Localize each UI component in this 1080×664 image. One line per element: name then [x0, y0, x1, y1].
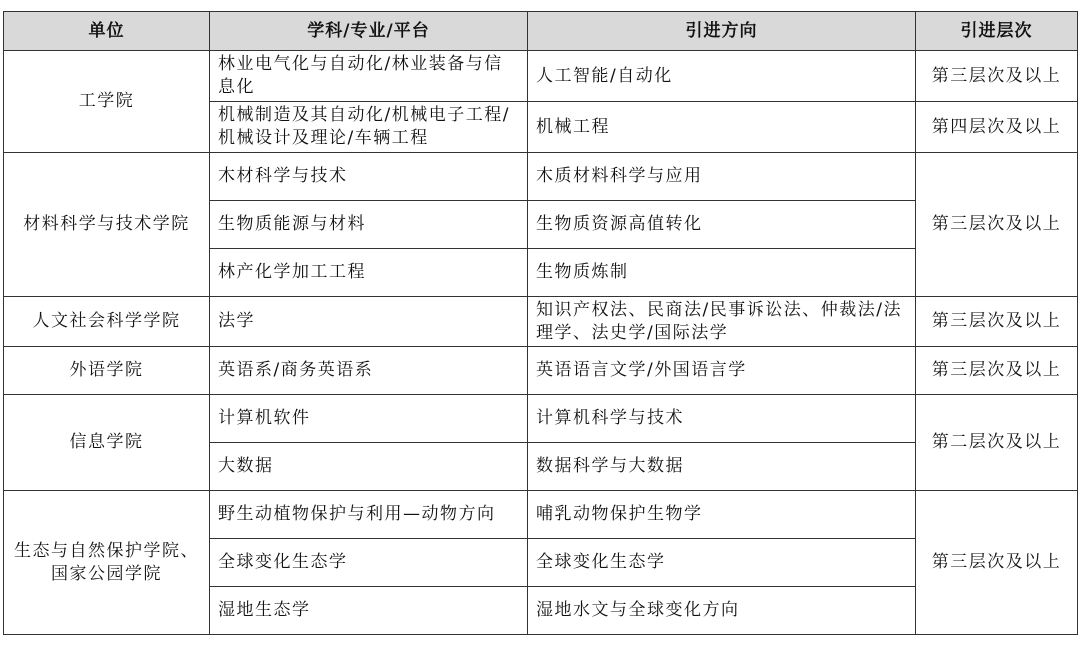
direction-cell: 知识产权法、民商法/民事诉讼法、仲裁法/法理学、法史学/国际法学 — [528, 297, 916, 347]
table-row — [4, 395, 1078, 443]
subject-cell: 木材科学与技术 — [210, 153, 528, 201]
subject-cell: 计算机软件 — [210, 395, 528, 443]
level-cell: 第三层次及以上 — [916, 347, 1078, 395]
direction-cell: 湿地水文与全球变化方向 — [528, 587, 916, 635]
subject-cell: 英语系/商务英语系 — [210, 347, 528, 395]
level-cell: 第四层次及以上 — [916, 102, 1078, 153]
level-cell: 第三层次及以上 — [916, 491, 1078, 635]
direction-cell: 数据科学与大数据 — [528, 443, 916, 491]
subject-cell: 野生动植物保护与利用—动物方向 — [210, 491, 528, 539]
subject-cell: 林业电气化与自动化/林业装备与信息化 — [210, 51, 528, 102]
table-row — [4, 297, 1078, 347]
subject-cell: 湿地生态学 — [210, 587, 528, 635]
level-cell: 第三层次及以上 — [916, 153, 1078, 297]
direction-cell: 哺乳动物保护生物学 — [528, 491, 916, 539]
recruitment-table — [3, 11, 1078, 635]
direction-cell: 人工智能/自动化 — [528, 51, 916, 102]
unit-cell: 人文社会科学学院 — [4, 297, 210, 347]
table-row — [4, 153, 1078, 201]
header-subject: 学科/专业/平台 — [210, 12, 528, 51]
direction-cell: 生物质资源高值转化 — [528, 201, 916, 249]
table-row — [4, 347, 1078, 395]
direction-cell: 生物质炼制 — [528, 249, 916, 297]
direction-cell: 英语语言文学/外国语言学 — [528, 347, 916, 395]
direction-cell: 木质材料科学与应用 — [528, 153, 916, 201]
direction-cell: 机械工程 — [528, 102, 916, 153]
level-cell: 第三层次及以上 — [916, 297, 1078, 347]
unit-cell: 生态与自然保护学院、国家公园学院 — [4, 491, 210, 635]
level-cell: 第三层次及以上 — [916, 51, 1078, 102]
subject-cell: 生物质能源与材料 — [210, 201, 528, 249]
header-direction: 引进方向 — [528, 12, 916, 51]
unit-cell: 信息学院 — [4, 395, 210, 491]
level-cell: 第二层次及以上 — [916, 395, 1078, 491]
unit-cell: 工学院 — [4, 51, 210, 153]
direction-cell: 全球变化生态学 — [528, 539, 916, 587]
unit-cell: 外语学院 — [4, 347, 210, 395]
direction-cell: 计算机科学与技术 — [528, 395, 916, 443]
subject-cell: 林产化学加工工程 — [210, 249, 528, 297]
subject-cell: 全球变化生态学 — [210, 539, 528, 587]
subject-cell: 大数据 — [210, 443, 528, 491]
header-unit: 单位 — [4, 12, 210, 51]
unit-cell: 材料科学与技术学院 — [4, 153, 210, 297]
subject-cell: 机械制造及其自动化/机械电子工程/机械设计及理论/车辆工程 — [210, 102, 528, 153]
table-row — [4, 51, 1078, 102]
header-level: 引进层次 — [916, 12, 1078, 51]
table-row — [4, 491, 1078, 539]
header-row — [4, 12, 1078, 51]
subject-cell: 法学 — [210, 297, 528, 347]
